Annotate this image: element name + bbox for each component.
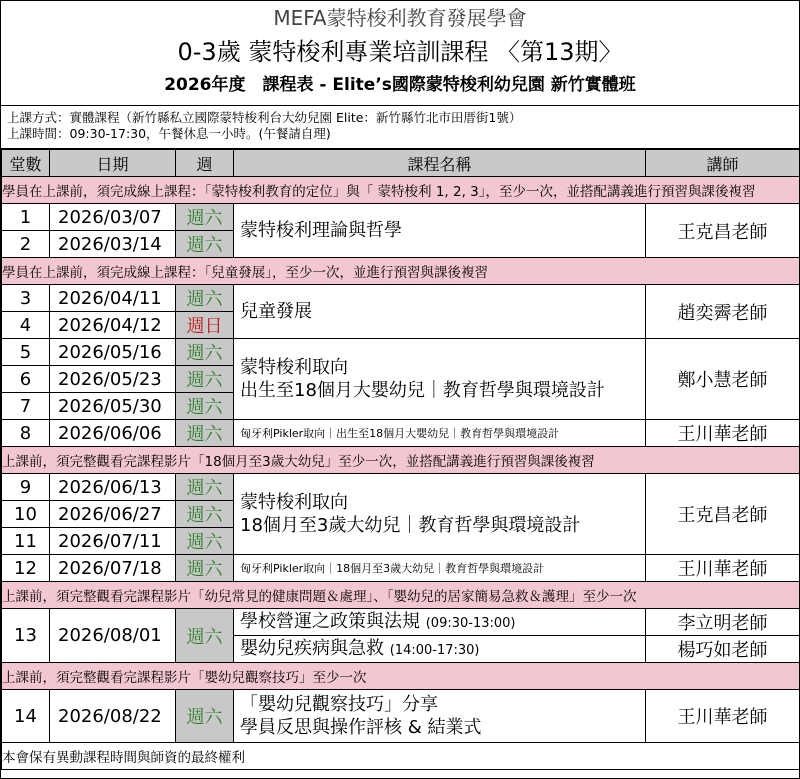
course-name [234,636,646,663]
course-time: (14:00-17:30) [389,642,480,658]
session-date: 2026/03/07 [50,204,176,231]
session-number: 8 [2,420,50,447]
session-number: 6 [2,366,50,393]
note-row [2,582,800,609]
organization-name: MEFA蒙特梭利教育發展學會 [273,6,527,30]
teacher-name: 王川華老師 [646,690,800,743]
table-row [2,285,800,312]
session-number: 4 [2,312,50,339]
teacher-name: 王克昌老師 [646,474,800,555]
table-row [2,555,800,582]
note-text: 上課前，須完整觀看完課程影片「嬰幼兒觀察技巧」至少一次 [2,663,800,690]
column-header-teacher: 講師 [646,149,800,177]
session-weekday: 週六 [176,366,234,393]
column-header-weekday: 週 [176,149,234,177]
note-row [2,258,800,285]
session-weekday: 週六 [176,528,234,555]
session-date: 2026/05/23 [50,366,176,393]
table-row [2,339,800,366]
page-subtitle: 2026年度 課程表 - Elite’s國際蒙特梭利幼兒園 新竹實體班 [164,75,636,95]
course-name: 匈牙利Pikler取向｜18個月至3歲大幼兒｜教育哲學與環境設計 [234,555,646,582]
session-weekday: 週六 [176,420,234,447]
schedule-table [1,148,800,770]
teacher-name: 楊巧如老師 [646,636,800,663]
footer-text: 本會保有異動課程時間與師資的最終權利 [2,743,800,770]
session-number: 11 [2,528,50,555]
column-header-course: 課程名稱 [234,149,646,177]
session-date: 2026/04/11 [50,285,176,312]
note-text: 學員在上課前，須完成線上課程：「兒童發展」，至少一次，並進行預習與課後複習 [2,258,800,285]
course-name [234,609,646,636]
course-name [234,690,646,743]
session-weekday: 週日 [176,312,234,339]
session-weekday: 週六 [176,555,234,582]
session-number: 14 [2,690,50,743]
course-name-line: 學員反思與操作評核 & 結業式 [240,717,482,738]
note-row [2,177,800,204]
session-weekday: 週六 [176,501,234,528]
info-location: 上課方式：實體課程（新竹縣私立國際蒙特梭利台大幼兒園 Elite：新竹縣竹北市田厝街1號） [7,110,522,125]
table-row [2,690,800,743]
course-info [1,105,799,148]
session-number: 9 [2,474,50,501]
course-title: 嬰幼兒疾病與急救 [240,637,384,659]
session-number: 1 [2,204,50,231]
session-date: 2026/05/16 [50,339,176,366]
session-date: 2026/06/13 [50,474,176,501]
course-name-line: 出生至18個月大嬰幼兒｜教育哲學與環境設計 [240,380,605,401]
session-weekday: 週六 [176,204,234,231]
teacher-name: 鄭小慧老師 [646,339,800,420]
session-weekday: 週六 [176,690,234,743]
note-row [2,447,800,474]
course-title: 學校營運之政策與法規 [240,610,420,632]
session-number: 12 [2,555,50,582]
session-number: 10 [2,501,50,528]
course-name-line: 「嬰幼兒觀察技巧」分享 [240,694,438,715]
table-row [2,204,800,231]
teacher-name: 李立明老師 [646,609,800,636]
table-row [2,609,800,636]
session-number: 13 [2,609,50,663]
note-text: 學員在上課前，須完成線上課程：「蒙特梭利教育的定位」與「 蒙特梭利 1, 2, 3」，至少一次，並搭配講義進行預習與課後複習 [2,177,800,204]
table-row [2,420,800,447]
page-header [1,1,799,99]
session-number: 3 [2,285,50,312]
course-time: (09:30-13:00) [425,615,516,631]
course-name [234,339,646,420]
course-name: 兒童發展 [234,285,646,339]
session-date: 2026/08/22 [50,690,176,743]
teacher-name: 王川華老師 [646,555,800,582]
note-row [2,663,800,690]
session-weekday: 週六 [176,393,234,420]
course-name-line: 18個月至3歲大幼兒｜教育哲學與環境設計 [240,515,581,536]
session-date: 2026/06/06 [50,420,176,447]
note-text: 上課前，須完整觀看完課程影片「幼兒常見的健康問題＆處理」、「嬰幼兒的居家簡易急救＆護理」至少一次 [2,582,800,609]
session-date: 2026/03/14 [50,231,176,258]
session-date: 2026/06/27 [50,501,176,528]
session-weekday: 週六 [176,609,234,663]
session-date: 2026/07/18 [50,555,176,582]
note-text: 上課前，須完整觀看完課程影片「18個月至3歲大幼兒」至少一次，並搭配講義進行預習與課後複習 [2,447,800,474]
info-time: 上課時間：09:30-17:30，午餐休息一小時。(午餐請自理) [7,126,331,141]
teacher-name: 趙奕霽老師 [646,285,800,339]
session-date: 2026/08/01 [50,609,176,663]
course-name-line: 蒙特梭利取向 [240,492,348,513]
session-date: 2026/05/30 [50,393,176,420]
teacher-name: 王川華老師 [646,420,800,447]
column-header-date: 日期 [50,149,176,177]
teacher-name: 王克昌老師 [646,204,800,258]
course-name [234,474,646,555]
session-weekday: 週六 [176,474,234,501]
session-number: 2 [2,231,50,258]
page-title: 0-3歲 蒙特梭利專業培訓課程 〈第13期〉 [177,38,623,66]
course-name: 蒙特梭利理論與哲學 [234,204,646,258]
session-weekday: 週六 [176,231,234,258]
session-date: 2026/04/12 [50,312,176,339]
session-number: 5 [2,339,50,366]
table-row [2,474,800,501]
session-weekday: 週六 [176,285,234,312]
session-number: 7 [2,393,50,420]
course-name-line: 蒙特梭利取向 [240,357,348,378]
session-weekday: 週六 [176,339,234,366]
column-header-session: 堂數 [2,149,50,177]
session-date: 2026/07/11 [50,528,176,555]
footer-row [2,743,800,770]
table-header-row [2,149,800,177]
course-name: 匈牙利Pikler取向｜出生至18個月大嬰幼兒｜教育哲學與環境設計 [234,420,646,447]
